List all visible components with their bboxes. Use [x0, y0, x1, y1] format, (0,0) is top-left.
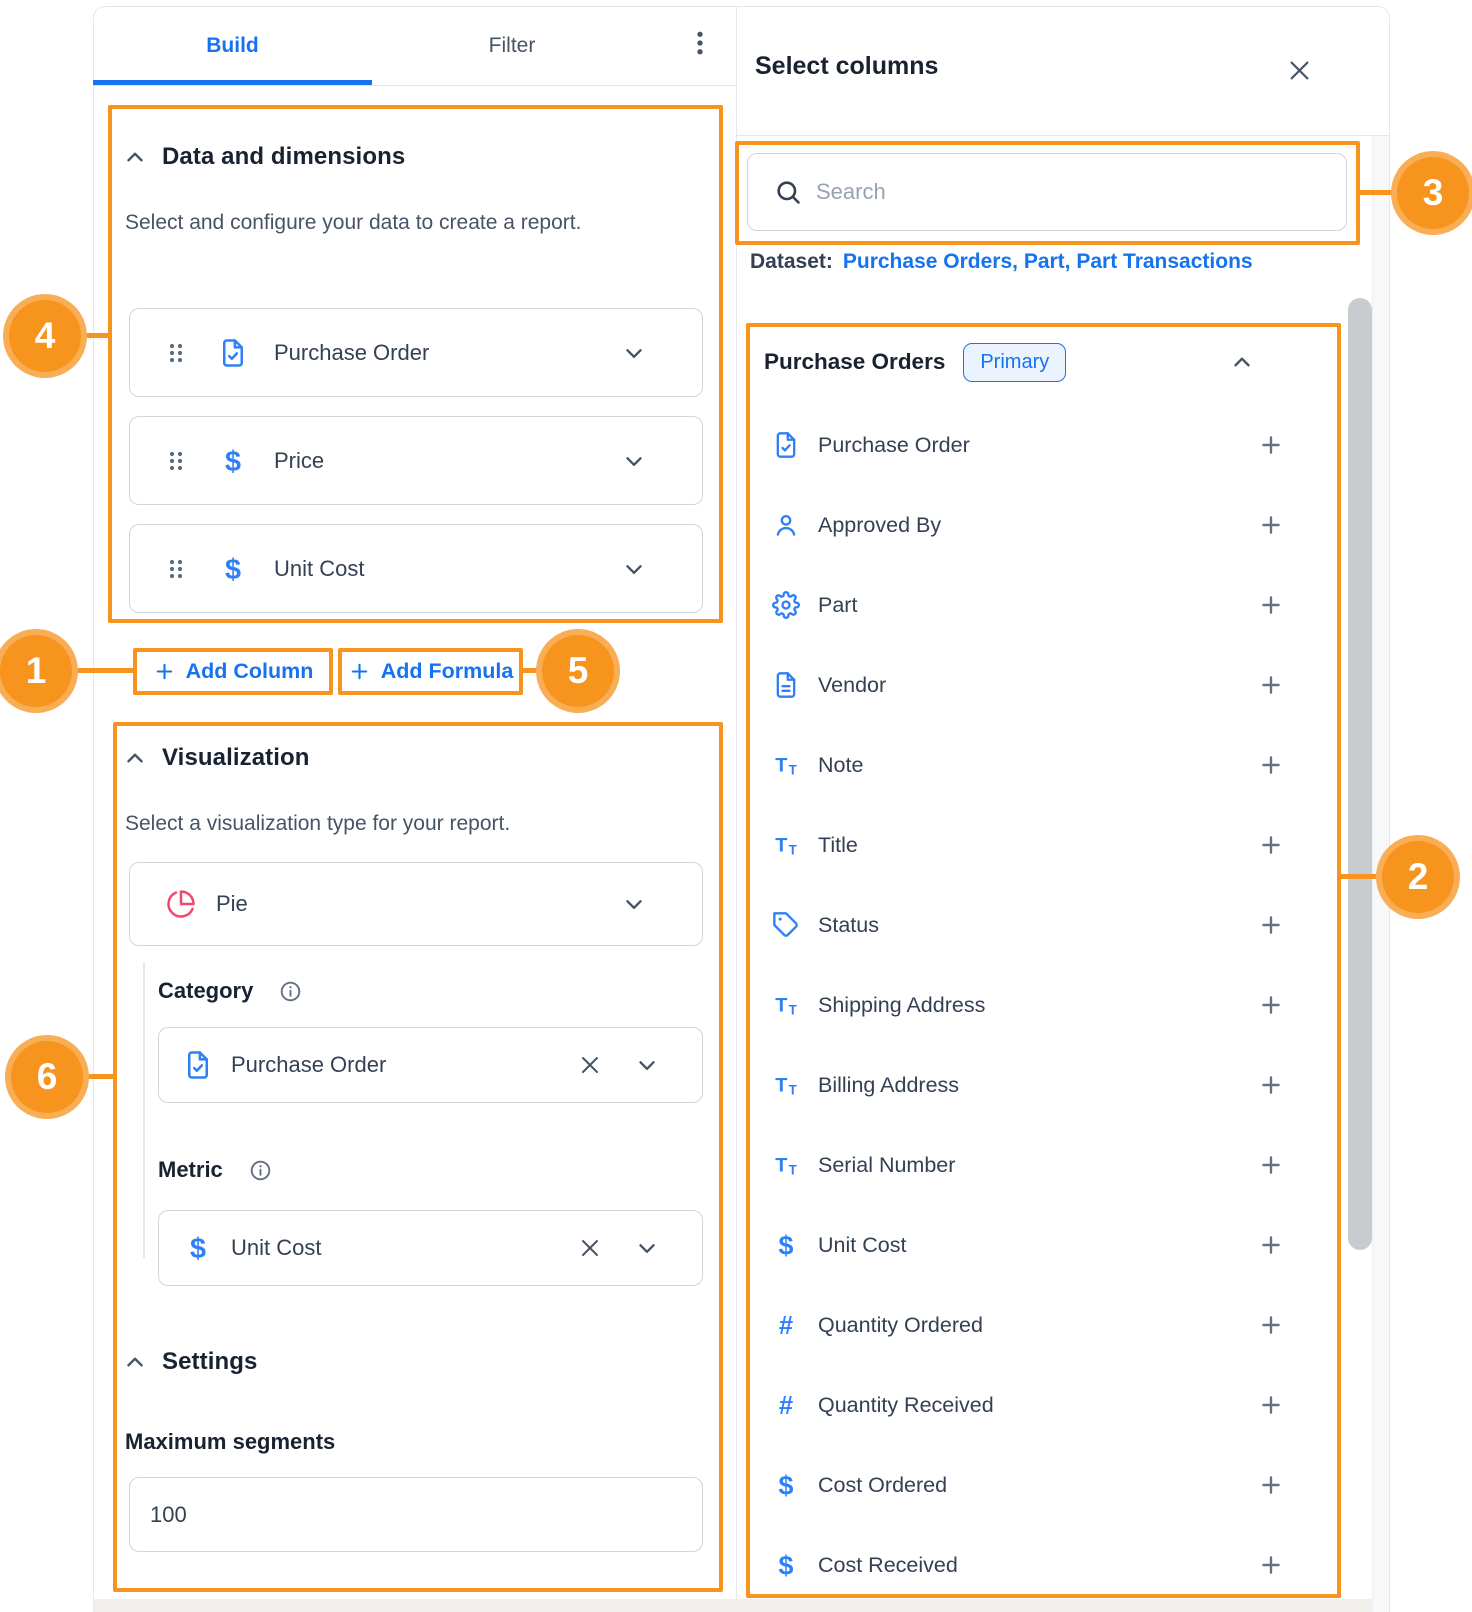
right-panel-header-divider — [737, 135, 1390, 136]
document-check-icon — [183, 1050, 213, 1080]
column-label: Quantity Received — [818, 1392, 994, 1417]
column-row — [764, 1365, 1330, 1445]
pie-chart-icon — [166, 889, 196, 919]
scrollbar-thumb[interactable] — [1348, 298, 1372, 1250]
gear-icon — [772, 591, 800, 619]
hash-icon — [772, 1391, 800, 1419]
category-field — [158, 978, 302, 1004]
callout-badge-5: 5 — [542, 635, 614, 707]
chevron-up-icon[interactable] — [122, 144, 148, 170]
info-icon[interactable] — [249, 1159, 272, 1182]
close-icon[interactable] — [1286, 57, 1313, 84]
column-label: Vendor — [818, 672, 887, 697]
dollar-icon — [772, 1551, 800, 1579]
metric-label: Metric — [158, 1157, 223, 1182]
add-column-plus-icon[interactable] — [1258, 752, 1284, 778]
drag-handle-icon[interactable] — [164, 552, 188, 586]
plus-icon — [348, 660, 371, 683]
chevron-up-icon[interactable] — [1229, 349, 1255, 375]
add-column-plus-icon[interactable] — [1258, 992, 1284, 1018]
dataset-links — [843, 250, 1253, 274]
data-section-description: Select and configure your data to create a report. — [125, 211, 582, 234]
add-column-plus-icon[interactable] — [1258, 1552, 1284, 1578]
text-icon — [772, 991, 800, 1019]
column-label: Part — [818, 592, 858, 617]
column-label: Quantity Ordered — [818, 1312, 983, 1337]
dataset-link[interactable]: Part , — [1024, 250, 1077, 273]
column-label: Title — [818, 832, 858, 857]
visualization-description: Select a visualization type for your report. — [125, 812, 511, 835]
add-column-plus-icon[interactable] — [1258, 1392, 1284, 1418]
group-name: Purchase Orders — [764, 349, 946, 374]
info-icon[interactable] — [279, 980, 302, 1003]
column-label: Note — [818, 752, 864, 777]
dollar-icon — [772, 1231, 800, 1259]
hash-icon — [772, 1311, 800, 1339]
chevron-down-icon[interactable] — [621, 891, 647, 917]
category-label: Category — [158, 978, 254, 1003]
callout-badge-1: 1 — [0, 635, 72, 707]
column-row — [764, 565, 1330, 645]
dollar-icon — [183, 1233, 213, 1263]
column-row — [764, 485, 1330, 565]
add-column-plus-icon[interactable] — [1258, 1152, 1284, 1178]
tag-icon — [772, 911, 800, 939]
primary-badge: Primary — [963, 343, 1066, 382]
document-check-icon — [772, 431, 800, 459]
add-column-plus-icon[interactable] — [1258, 592, 1284, 618]
drag-handle-icon[interactable] — [164, 336, 188, 370]
chevron-down-icon[interactable] — [634, 1235, 660, 1261]
search-input[interactable] — [816, 179, 1346, 205]
chevron-down-icon[interactable] — [621, 556, 647, 582]
chevron-up-icon[interactable] — [122, 1349, 148, 1375]
column-label: Cost Received — [818, 1552, 958, 1577]
column-label: Purchase Order — [818, 432, 970, 457]
chevron-down-icon[interactable] — [621, 448, 647, 474]
column-label: Billing Address — [818, 1072, 960, 1097]
tab-filter[interactable] — [372, 6, 652, 85]
document-check-icon — [218, 338, 248, 368]
metric-value: Unit Cost — [231, 1235, 322, 1260]
add-column-plus-icon[interactable] — [1258, 1472, 1284, 1498]
data-item-card[interactable] — [129, 524, 703, 613]
tab-build[interactable] — [93, 6, 372, 85]
chevron-up-icon[interactable] — [122, 745, 148, 771]
add-column-label: Add Column — [185, 659, 314, 683]
dollar-icon — [772, 1471, 800, 1499]
scrollbar-track[interactable] — [1372, 136, 1389, 1612]
add-column-button[interactable] — [137, 650, 329, 693]
visualization-section-header — [122, 744, 310, 772]
callout-badge-2: 2 — [1382, 841, 1454, 913]
dataset-link[interactable]: Part Transactions — [1076, 250, 1253, 273]
column-label: Cost Ordered — [818, 1472, 948, 1497]
remove-category-icon[interactable] — [578, 1053, 602, 1077]
user-icon — [772, 511, 800, 539]
max-segments-label: Maximum segments — [125, 1429, 336, 1454]
data-section-header — [122, 143, 405, 171]
column-row — [764, 1205, 1330, 1285]
tabs-divider — [94, 85, 736, 86]
search-icon — [774, 178, 802, 206]
add-column-plus-icon[interactable] — [1258, 1072, 1284, 1098]
data-item-label: Unit Cost — [274, 555, 365, 581]
text-icon — [772, 751, 800, 779]
dataset-row — [750, 250, 1253, 274]
column-label: Unit Cost — [818, 1232, 907, 1257]
callout-badge-3: 3 — [1397, 157, 1469, 229]
remove-metric-icon[interactable] — [578, 1236, 602, 1260]
max-segments-input[interactable] — [129, 1477, 703, 1552]
dataset-label: Dataset: — [750, 250, 833, 273]
data-section-title: Data and dimensions — [162, 143, 406, 170]
visualization-type-select[interactable] — [129, 862, 703, 946]
tab-build-label: Build — [206, 33, 259, 57]
visualization-section-title: Visualization — [162, 744, 310, 771]
chevron-down-icon[interactable] — [634, 1052, 660, 1078]
add-column-plus-icon[interactable] — [1258, 432, 1284, 458]
metric-select[interactable] — [158, 1210, 703, 1286]
column-label: Shipping Address — [818, 992, 986, 1017]
column-row — [764, 1125, 1330, 1205]
column-label: Status — [818, 912, 879, 937]
text-icon — [772, 831, 800, 859]
column-row — [764, 645, 1330, 725]
select-columns-title: Select columns — [755, 52, 939, 80]
callout-badge-4: 4 — [9, 300, 81, 372]
text-icon — [772, 1151, 800, 1179]
add-column-plus-icon[interactable] — [1258, 672, 1284, 698]
settings-section-header — [122, 1348, 257, 1376]
text-icon — [772, 1071, 800, 1099]
column-row — [764, 965, 1330, 1045]
category-value: Purchase Order — [231, 1052, 387, 1077]
data-items-list — [129, 308, 703, 632]
data-item-label: Purchase Order — [274, 339, 430, 365]
callout-badge-6: 6 — [11, 1041, 83, 1113]
column-row — [764, 885, 1330, 965]
add-column-plus-icon[interactable] — [1258, 832, 1284, 858]
column-row — [764, 1525, 1330, 1605]
add-column-plus-icon[interactable] — [1258, 912, 1284, 938]
drag-handle-icon[interactable] — [164, 444, 188, 478]
chevron-down-icon[interactable] — [621, 340, 647, 366]
add-column-plus-icon[interactable] — [1258, 1232, 1284, 1258]
data-item-card[interactable] — [129, 308, 703, 397]
metric-field — [158, 1157, 272, 1183]
dataset-link[interactable]: Purchase Orders , — [843, 250, 1024, 273]
plus-icon — [153, 660, 176, 683]
column-row — [764, 1045, 1330, 1125]
columns-group-header — [764, 338, 1330, 386]
tab-filter-label: Filter — [488, 33, 536, 57]
document-icon — [772, 671, 800, 699]
dollar-icon — [218, 554, 248, 584]
column-row — [764, 805, 1330, 885]
column-row — [764, 1445, 1330, 1525]
settings-section-title: Settings — [162, 1348, 258, 1375]
data-item-card[interactable] — [129, 416, 703, 505]
add-column-plus-icon[interactable] — [1258, 512, 1284, 538]
visualization-type-value: Pie — [216, 891, 248, 916]
subsection-indent-line — [143, 962, 145, 1258]
dollar-icon — [218, 446, 248, 476]
add-column-plus-icon[interactable] — [1258, 1312, 1284, 1338]
kebab-menu-icon[interactable] — [686, 26, 714, 60]
column-label: Approved By — [818, 512, 942, 537]
category-select[interactable] — [158, 1027, 703, 1103]
panel-divider — [736, 7, 737, 1612]
data-item-label: Price — [274, 447, 325, 473]
columns-list — [764, 405, 1330, 1605]
add-formula-label: Add Formula — [380, 659, 514, 683]
add-formula-button[interactable] — [342, 650, 519, 693]
column-row — [764, 725, 1330, 805]
column-row — [764, 1285, 1330, 1365]
column-row — [764, 405, 1330, 485]
search-box — [747, 153, 1347, 231]
column-label: Serial Number — [818, 1152, 956, 1177]
